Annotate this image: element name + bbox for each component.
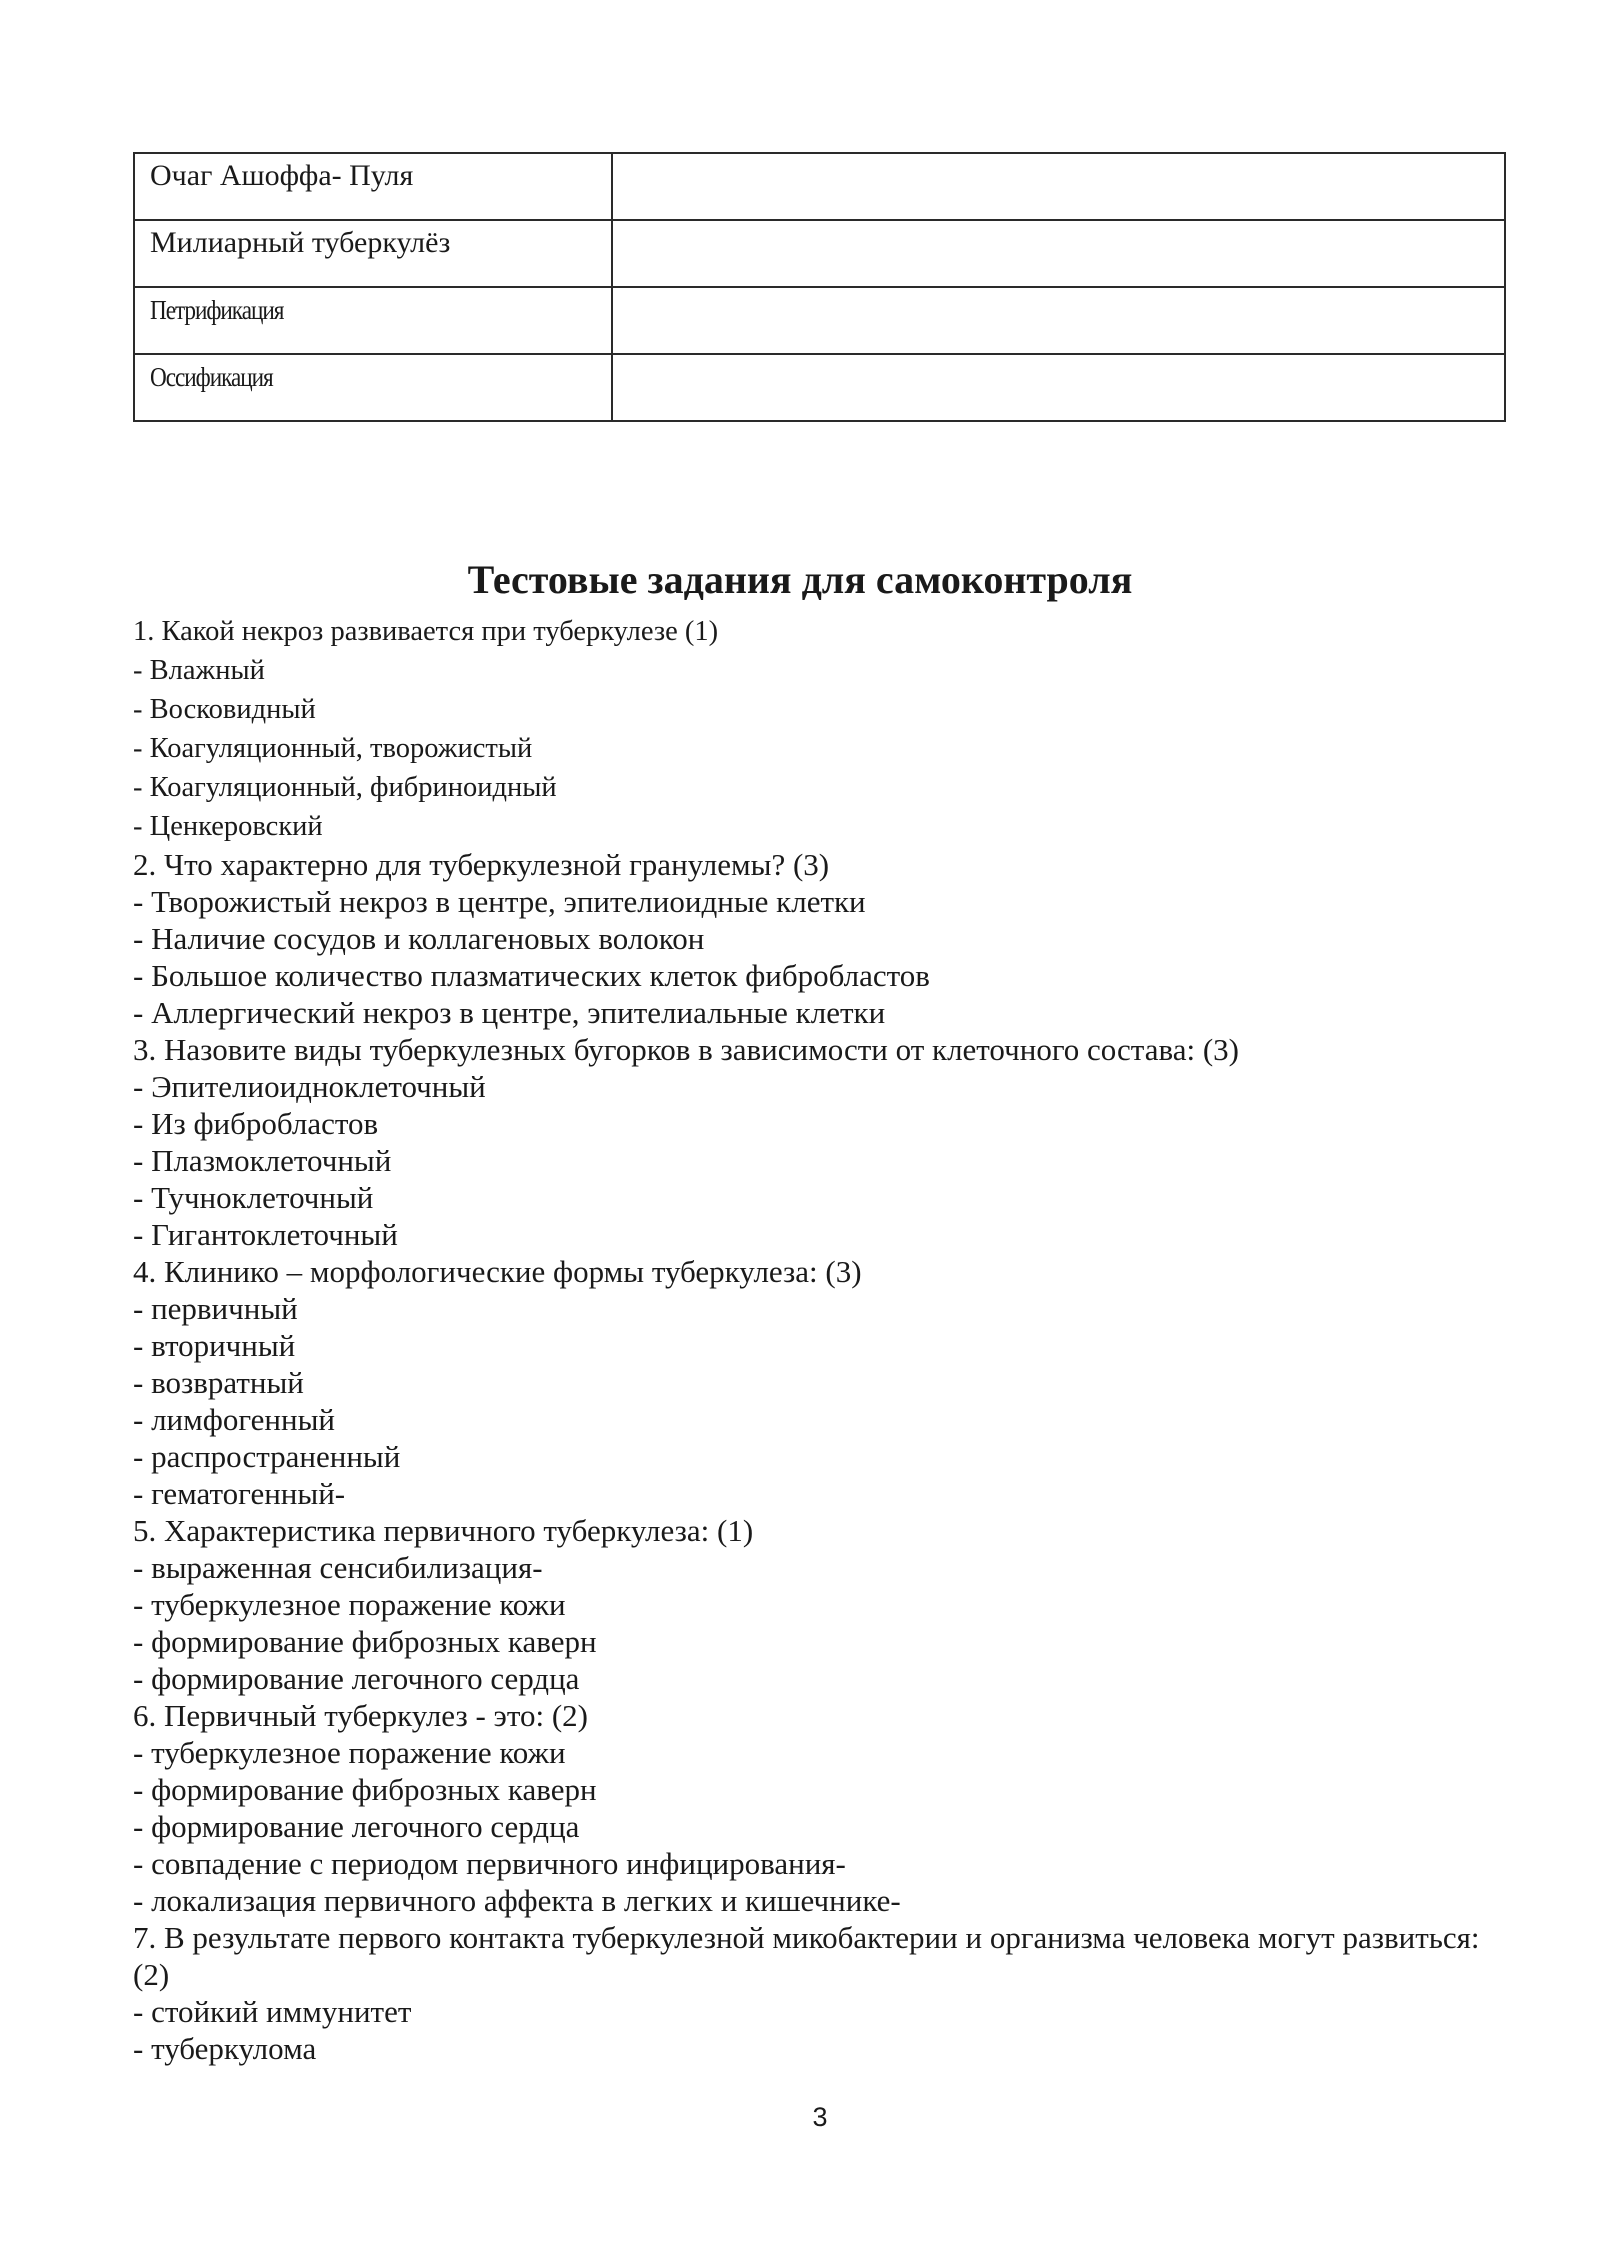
- table-row: [134, 354, 1505, 421]
- term-cell: Милиарный туберкулёз: [134, 220, 612, 287]
- question-block: [133, 1031, 1513, 1253]
- answer-option: - туберкулезное поражение кожи: [133, 1735, 566, 1770]
- table-row: [134, 153, 1505, 220]
- page-number: 3: [812, 2102, 828, 2132]
- term-cell: [134, 287, 612, 354]
- answer-cell: [612, 153, 1505, 220]
- answer-option: - совпадение с периодом первичного инфицирования-: [133, 1846, 846, 1881]
- answer-option: - туберкулома: [133, 2031, 317, 2066]
- answer-cell: [612, 354, 1505, 421]
- answer-option: - Большое количество плазматических клеток фибробластов: [133, 958, 930, 993]
- answer-option: - стойкий иммунитет: [133, 1994, 412, 2029]
- table-row: [134, 220, 1505, 287]
- answer-option: - формирование легочного сердца: [133, 1809, 580, 1844]
- answer-option: - Гигантоклеточный: [133, 1217, 398, 1252]
- question-block: [133, 1919, 1513, 2067]
- section-title: Тестовые задания для самоконтроля: [467, 557, 1133, 602]
- answer-option: - первичный: [133, 1291, 298, 1326]
- answer-option: - возвратный: [133, 1365, 304, 1400]
- question-title: 7. В результате первого контакта туберкулезной микобактерии и организма человека могут развиться: (2): [133, 1920, 1480, 1992]
- answer-option: - Коагуляционный, фибриноидный: [133, 772, 557, 803]
- answer-option: - гематогенный-: [133, 1476, 346, 1511]
- answer-cell: [612, 287, 1505, 354]
- term-text: Оссификация: [150, 362, 273, 392]
- question-block: [133, 1512, 1513, 1697]
- answer-option: - Ценкеровский: [133, 811, 323, 842]
- question-block: [133, 612, 1513, 846]
- answer-option: - лимфогенный: [133, 1402, 335, 1437]
- answer-option: - локализация первичного аффекта в легких и кишечнике-: [133, 1883, 901, 1918]
- answer-option: - формирование легочного сердца: [133, 1661, 580, 1696]
- answer-option: - Наличие сосудов и коллагеновых волокон: [133, 921, 705, 956]
- answer-option: - Аллергический некроз в центре, эпителиальные клетки: [133, 995, 886, 1030]
- answer-option: - распространенный: [133, 1439, 401, 1474]
- question-block: [133, 846, 1513, 1031]
- term-text: Петрификация: [150, 295, 284, 325]
- question-title: 5. Характеристика первичного туберкулеза: (1): [133, 1513, 754, 1548]
- question-title: 1. Какой некроз развивается при туберкулезе (1): [133, 616, 719, 647]
- answer-option: - Плазмоклеточный: [133, 1143, 392, 1178]
- terms-table: [133, 152, 1506, 422]
- answer-option: - формирование фиброзных каверн: [133, 1772, 597, 1807]
- term-cell: [134, 354, 612, 421]
- answer-option: - формирование фиброзных каверн: [133, 1624, 597, 1659]
- table-row: [134, 287, 1505, 354]
- answer-option: - Восковидный: [133, 694, 316, 725]
- answer-option: - Творожистый некроз в центре, эпителиоидные клетки: [133, 884, 866, 919]
- answer-option: - Из фибробластов: [133, 1106, 379, 1141]
- question-block: [133, 1253, 1513, 1512]
- question-title: 3. Назовите виды туберкулезных бугорков в зависимости от клеточного состава: (3): [133, 1032, 1239, 1067]
- answer-option: - Эпителиоидноклеточный: [133, 1069, 486, 1104]
- term-cell: Очаг Ашоффа- Пуля: [134, 153, 612, 220]
- answer-option: - Влажный: [133, 655, 265, 686]
- answer-option: - вторичный: [133, 1328, 296, 1363]
- answer-cell: [612, 220, 1505, 287]
- answer-option: - Тучноклеточный: [133, 1180, 374, 1215]
- answer-option: - выраженная сенсибилизация-: [133, 1550, 543, 1585]
- question-title: 6. Первичный туберкулез - это: (2): [133, 1698, 588, 1733]
- question-title: 4. Клинико – морфологические формы туберкулеза: (3): [133, 1254, 862, 1289]
- answer-option: - туберкулезное поражение кожи: [133, 1587, 566, 1622]
- answer-option: - Коагуляционный, творожистый: [133, 733, 533, 764]
- question-title: 2. Что характерно для туберкулезной гранулемы? (3): [133, 847, 830, 882]
- question-block: [133, 1697, 1513, 1919]
- question-list: [133, 612, 1513, 2067]
